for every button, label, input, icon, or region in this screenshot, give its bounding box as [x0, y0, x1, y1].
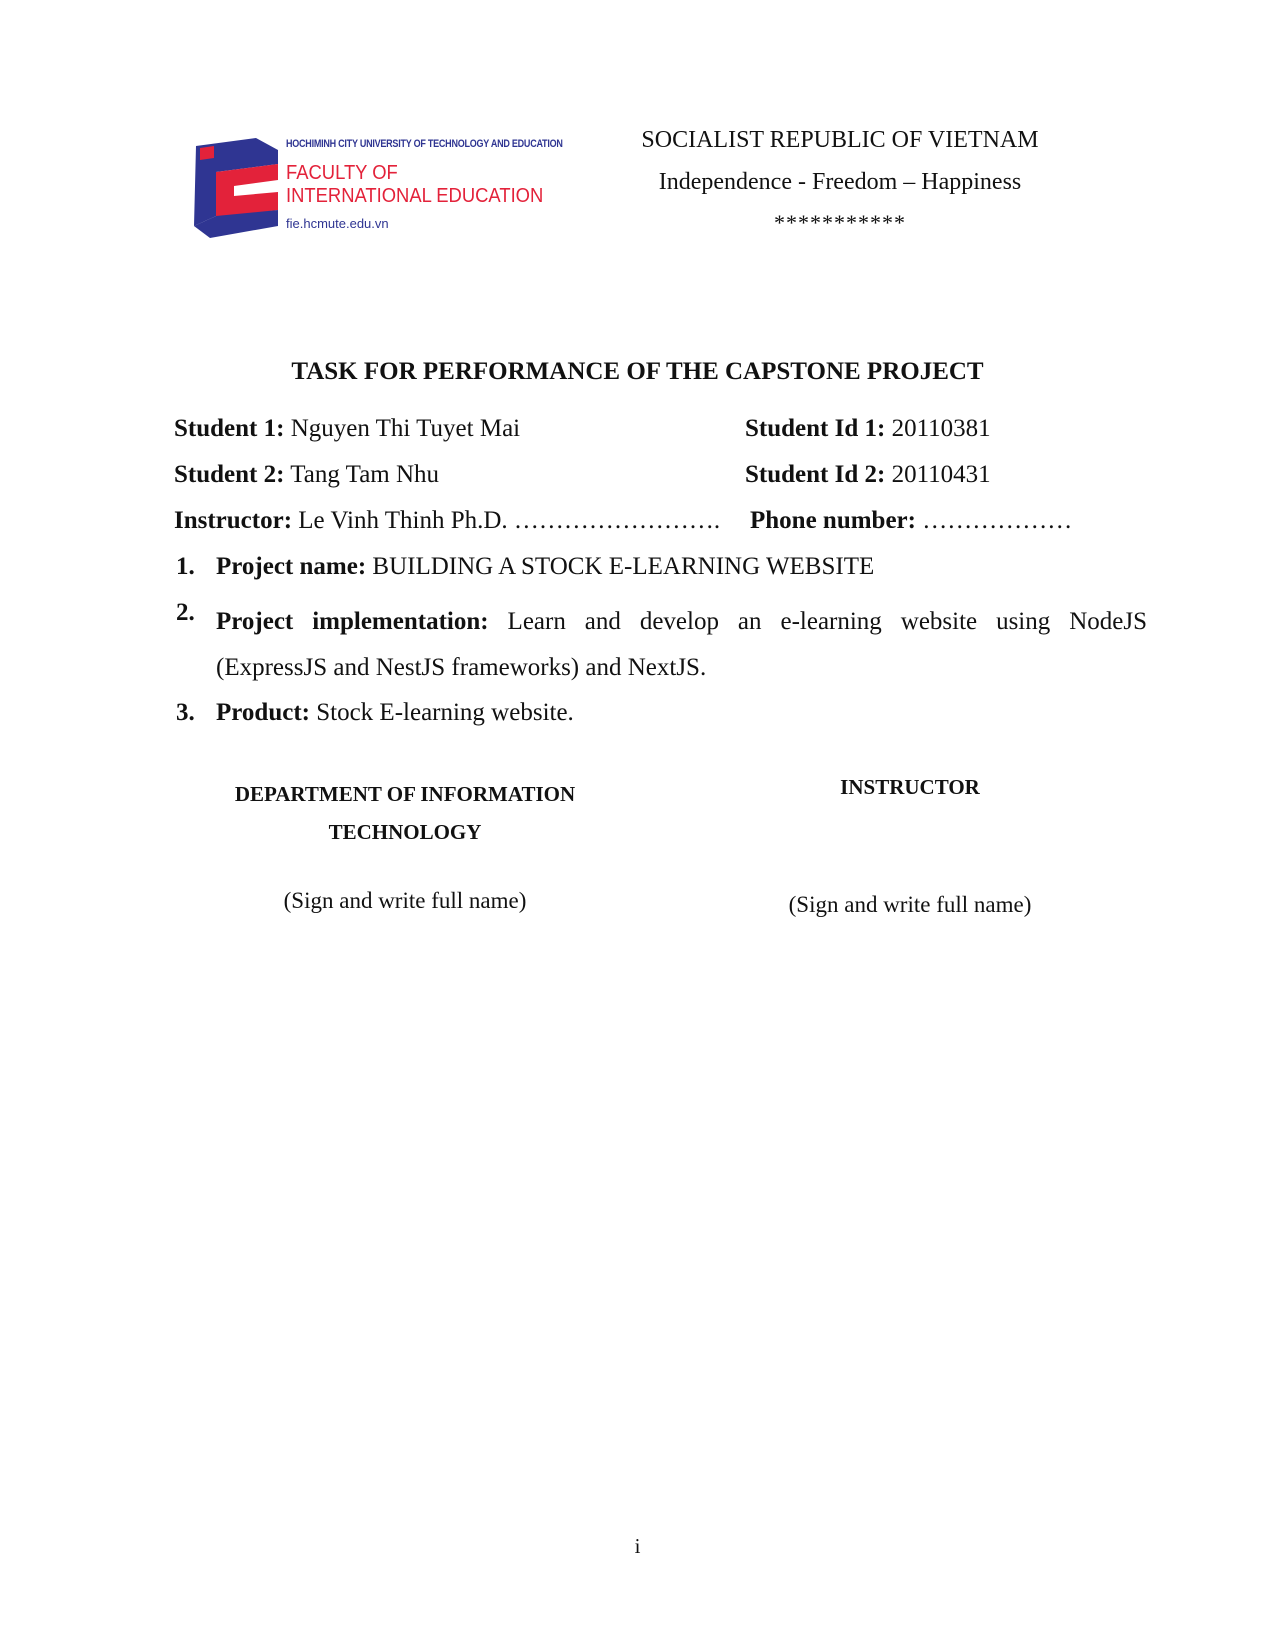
item-2-body [216, 599, 1147, 691]
item-3-label: Product: [216, 699, 310, 726]
instructor-line [174, 507, 720, 535]
faculty-logo [186, 136, 563, 246]
student-2-name: Tang Tam Nhu [290, 461, 440, 488]
student-id-1-value: 20110381 [891, 415, 991, 442]
national-stars: *********** [774, 210, 906, 235]
student-2 [174, 461, 439, 489]
student-id-2-label: Student Id 2: [745, 461, 886, 488]
student-id-2 [745, 461, 991, 489]
student-1-label: Student 1: [174, 415, 285, 442]
item-1-body [216, 553, 874, 581]
logo-faculty-line1: FACULTY OF [286, 162, 398, 184]
phone-line [750, 507, 1072, 535]
student-1 [174, 415, 520, 443]
department-title-line2: TECHNOLOGY [328, 820, 482, 844]
instructor-dots: ……………………. [513, 507, 721, 534]
item-3-body [216, 699, 574, 727]
national-country: SOCIALIST REPUBLIC OF VIETNAM [641, 127, 1039, 153]
student-1-name: Nguyen Thi Tuyet Mai [290, 415, 521, 442]
student-2-label: Student 2: [174, 461, 285, 488]
logo-faculty-line2: INTERNATIONAL EDUCATION [286, 185, 544, 207]
item-1-number: 1. [176, 553, 195, 580]
logo-url: fie.hcmute.edu.vn [286, 216, 389, 231]
student-id-1-label: Student Id 1: [745, 415, 886, 442]
instructor-signature-title: INSTRUCTOR [840, 775, 980, 799]
item-3-text: Stock E-learning website. [316, 699, 574, 726]
item-3-number: 3. [176, 699, 195, 726]
instructor-label: Instructor: [174, 507, 293, 534]
fie-logo-icon [186, 136, 278, 240]
item-1-label: Project name: [216, 553, 367, 580]
item-2-label: Project implementation: [216, 608, 489, 635]
department-signature-title [200, 775, 610, 851]
student-id-1 [745, 415, 991, 443]
national-motto: Independence - Freedom – Happiness [658, 169, 1022, 195]
logo-university-name: HOCHIMINH CITY UNIVERSITY OF TECHNOLOGY AND EDUCATION [286, 138, 563, 150]
phone-dots: ……………… [922, 507, 1073, 534]
student-id-2-value: 20110431 [891, 461, 991, 488]
document-title: TASK FOR PERFORMANCE OF THE CAPSTONE PROJECT [291, 358, 984, 385]
phone-label: Phone number: [750, 507, 916, 534]
department-sign-note: (Sign and write full name) [283, 888, 527, 913]
item-1-text: BUILDING A STOCK E-LEARNING WEBSITE [372, 553, 875, 580]
instructor-sign-note: (Sign and write full name) [788, 892, 1032, 917]
instructor-name: Le Vinh Thinh Ph.D. [298, 507, 508, 534]
department-title-line1: DEPARTMENT OF INFORMATION [234, 782, 576, 806]
item-2-number: 2. [176, 599, 195, 626]
page-number: i [634, 1534, 641, 1558]
item-2-text: Learn and develop an e-learning website using NodeJS (ExpressJS and NestJS frameworks) and NextJS. [216, 608, 1147, 681]
